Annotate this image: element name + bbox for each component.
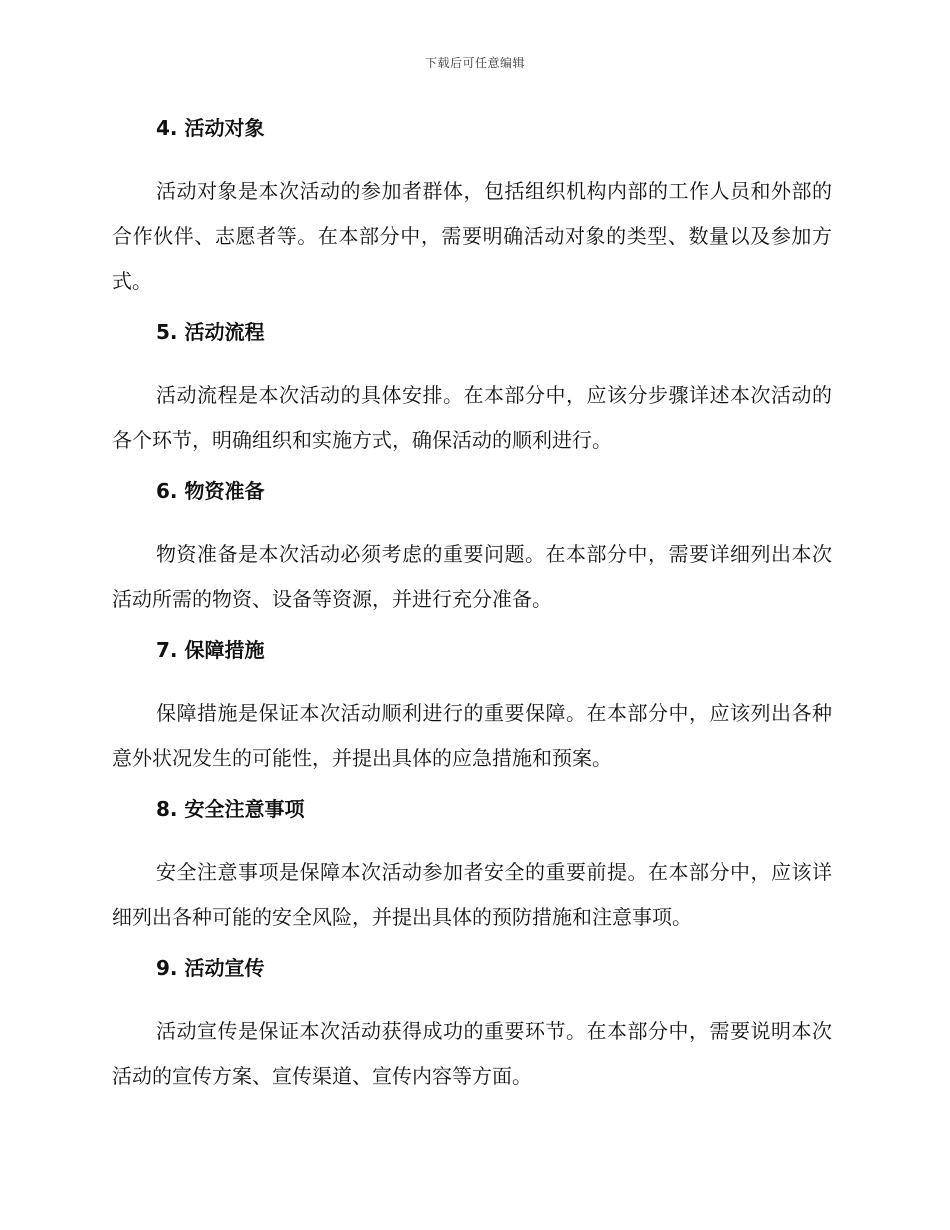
section-heading: 8. 安全注意事项 [156, 797, 305, 821]
page-header: 下载后可任意编辑 [424, 56, 525, 70]
section-paragraph: 活动流程是本次活动的具体安排。在本部分中，应该分步骤详述本次活动的各个环节，明确组织和实施方式，确保活动的顺利进行。 [112, 383, 832, 452]
section-heading: 5. 活动流程 [156, 320, 265, 344]
section-activity-promotion [112, 953, 832, 1099]
section-paragraph: 物资准备是本次活动必须考虑的重要问题。在本部分中，需要详细列出本次活动所需的物资、设备等资源，并进行充分准备。 [112, 542, 832, 611]
section-heading: 9. 活动宣传 [156, 956, 265, 980]
section-heading: 6. 物资准备 [156, 479, 265, 503]
section-safeguard-measures [112, 635, 832, 781]
section-activity-process [112, 317, 832, 463]
section-heading: 7. 保障措施 [156, 638, 265, 662]
section-heading: 4. 活动对象 [156, 116, 265, 140]
section-paragraph: 活动对象是本次活动的参加者群体，包括组织机构内部的工作人员和外部的合作伙伴、志愿者等。在本部分中，需要明确活动对象的类型、数量以及参加方式。 [112, 179, 832, 293]
section-paragraph: 保障措施是保证本次活动顺利进行的重要保障。在本部分中，应该列出各种意外状况发生的可能性，并提出具体的应急措施和预案。 [112, 701, 832, 770]
section-paragraph: 活动宣传是保证本次活动获得成功的重要环节。在本部分中，需要说明本次活动的宣传方案、宣传渠道、宣传内容等方面。 [112, 1019, 832, 1088]
document-body [112, 113, 832, 1099]
section-activity-participants [112, 113, 832, 304]
section-safety-notes [112, 794, 832, 940]
section-paragraph: 安全注意事项是保障本次活动参加者安全的重要前提。在本部分中，应该详细列出各种可能的安全风险，并提出具体的预防措施和注意事项。 [112, 860, 832, 929]
section-material-preparation [112, 476, 832, 622]
